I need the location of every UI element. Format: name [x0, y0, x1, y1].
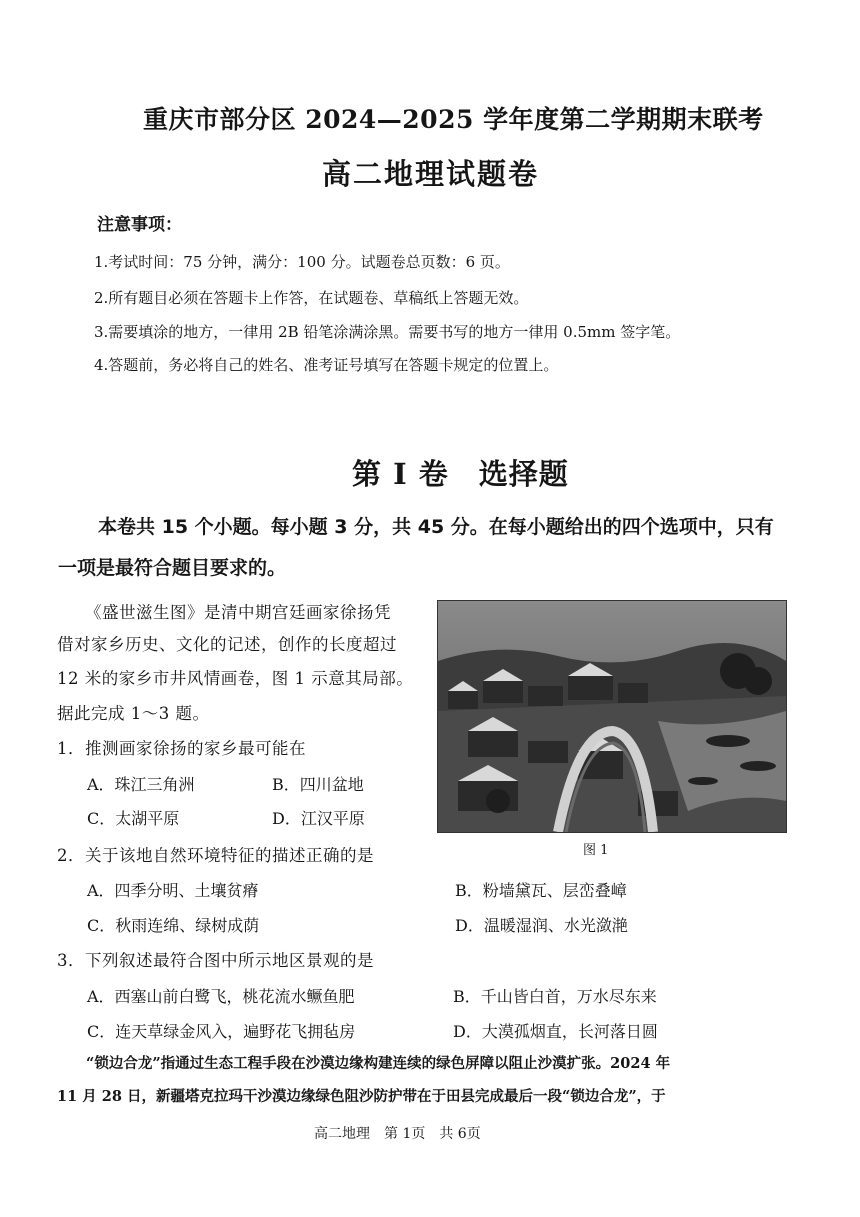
question-option: C．秋雨连绵、绿树成荫: [87, 916, 260, 935]
question-option: B．粉墙黛瓦、层峦叠嶂: [455, 881, 627, 900]
question-stem: 1．推测画家徐扬的家乡最可能在: [57, 739, 306, 758]
question-option: A．珠江三角洲: [87, 775, 195, 794]
notice-item: 2.所有题目必须在答题卡上作答，在试题卷、草稿纸上答题无效。: [94, 289, 529, 307]
notice-heading: 注意事项：: [97, 215, 182, 235]
passage-line: 《盛世滋生图》是清中期宫廷画家徐扬凭: [85, 603, 391, 622]
question-option: A．西塞山前白鹭飞，桃花流水鳜鱼肥: [87, 987, 355, 1006]
figure-painting: [437, 600, 787, 833]
question-stem: 2．关于该地自然环境特征的描述正确的是: [57, 846, 374, 865]
question-stem: 3．下列叙述最符合图中所示地区景观的是: [57, 951, 374, 970]
question-option: C．连天草绿金风入，遍野花飞拥毡房: [87, 1022, 356, 1041]
figure-caption: 图 1: [583, 843, 609, 858]
question-option: D．江汉平原: [272, 809, 365, 828]
section-instruction: 一项是最符合题目要求的。: [58, 557, 287, 579]
notice-item: 4.答题前，务必将自己的姓名、准考证号填写在答题卡规定的位置上。: [94, 356, 559, 374]
notice-item: 1.考试时间：75 分钟，满分：100 分。试题卷总页数：6 页。: [94, 253, 510, 271]
passage-line: 据此完成 1～3 题。: [57, 704, 210, 723]
notice-item: 3.需要填涂的地方，一律用 2B 铅笔涂满涂黑。需要书写的地方一律用 0.5mm 签字笔。: [94, 323, 681, 341]
section-title: 第 I 卷 选择题: [352, 457, 569, 491]
exam-title: 重庆市部分区 2024—2025 学年度第二学期期末联考: [143, 105, 764, 134]
question-option: A．四季分明、土壤贫瘠: [87, 881, 259, 900]
page-footer: 高二地理 第 1页 共 6页: [314, 1126, 481, 1142]
exam-subtitle: 高二地理试题卷: [322, 157, 540, 191]
passage-line: 11 月 28 日，新疆塔克拉玛干沙漠边缘绿色阻沙防护带在于田县完成最后一段“锁边合龙”，于: [57, 1088, 666, 1105]
passage-line: “锁边合龙”指通过生态工程手段在沙漠边缘构建连续的绿色屏障以阻止沙漠扩张。2024 年: [86, 1055, 671, 1072]
question-option: D．温暖湿润、水光潋滟: [455, 916, 628, 935]
passage-line: 借对家乡历史、文化的记述，创作的长度超过: [57, 635, 397, 654]
question-option: B．四川盆地: [272, 775, 364, 794]
question-option: D．大漠孤烟直，长河落日圆: [453, 1022, 658, 1041]
section-instruction: 本卷共 15 个小题。每小题 3 分，共 45 分。在每小题给出的四个选项中，只有: [98, 516, 774, 538]
question-option: B．千山皆白首，万水尽东来: [453, 987, 657, 1006]
passage-line: 12 米的家乡市井风情画卷，图 1 示意其局部。: [57, 669, 414, 688]
question-option: C．太湖平原: [87, 809, 180, 828]
